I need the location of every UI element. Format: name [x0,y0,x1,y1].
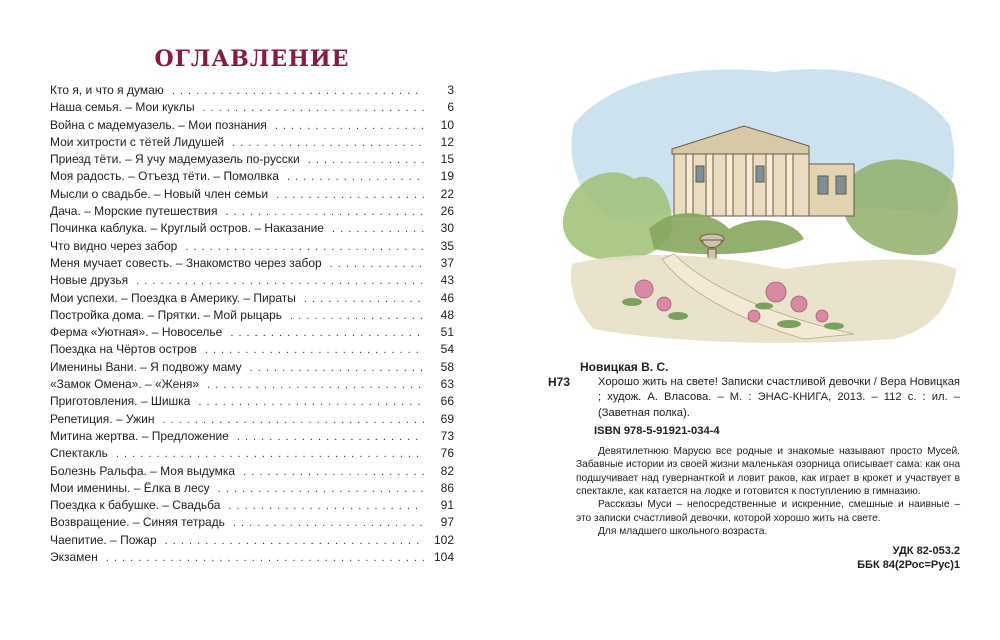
toc-entry-title: Ферма «Уютная». – Новоселье [50,325,223,340]
toc-entry-title: Мои именины. – Ёлка в лесу [50,480,210,495]
bushes-middle [649,213,804,254]
toc-entry [50,168,454,185]
toc-entry-page: 15 [440,152,454,167]
toc-entry-title: Наша семья. – Мои куклы [50,100,195,115]
toc-entry [50,220,454,237]
toc-entry-page: 97 [440,515,454,530]
toc-entry-page: 66 [440,394,454,409]
toc-entry-title: Чаепитие. – Пожар [50,532,157,547]
toc-entry [50,238,454,255]
toc-dot-leader [165,533,424,550]
toc-entry-page: 46 [440,290,454,305]
toc-entry-title: Поездка на Чёртов остров [50,342,197,357]
annotation-paragraph: Девятилетнюю Марусю все родные и знакомые называют просто Мусей. Забавные истории из своей жизни маленькая озорница описывает сама: как она подшучивает над гувернанткой и ловит раков, как играет в крокет и участвует в спектакле, как катается на лодке и готовится к поступлению в гимназию. [576,446,960,497]
toc-entry-title: Меня мучает совесть. – Знакомство через забор [50,255,322,270]
toc-entry-title: Экзамен [50,550,98,565]
annotation-paragraph: Рассказы Муси – непосредственные и искренние, смешные и наивные – это записки счастливой девочки, которой хорошо жить на свете. [576,499,960,524]
toc-dot-leader [225,204,424,221]
bbk-code: ББК 84(2Рос=Рус)1 [857,559,960,572]
toc-dot-leader [136,273,424,290]
toc-entry-title: Новые друзья [50,273,129,288]
toc-dot-leader [243,464,424,481]
toc-entry-title: Кто я, и что я думаю [50,83,164,97]
toc-dot-leader [106,550,424,567]
toc-entry-title: Мои успехи. – Поездка в Америку. – Пираты [50,290,296,305]
catalog-card [548,360,960,572]
toc-entry-title: Репетиция. – Ужин [50,411,155,426]
toc-dot-leader [162,412,424,429]
toc-entry-title: Постройка дома. – Прятки. – Мой рыцарь [50,307,283,322]
toc-entry [50,186,454,203]
toc-entry [50,117,454,134]
toc-dot-leader [172,83,424,100]
toc-entry [50,480,454,497]
foliage-right [844,160,958,255]
toc-entry-title: Что видно через забор [50,238,178,253]
toc-entry-title: Моя радость. – Отъезд тёти. – Помолвка [50,169,279,184]
right-page-imprint [500,0,1000,640]
toc-entry [50,255,454,272]
toc-dot-leader [332,221,424,238]
toc-entry-page: 86 [440,480,454,495]
toc-entry-page: 104 [433,550,454,565]
annotation [576,445,960,538]
toc-entry [50,445,454,462]
toc-entry-page: 82 [440,463,454,478]
toc-dot-leader [287,169,424,186]
toc-dot-leader [232,135,424,152]
toc-entry-page: 12 [440,134,454,149]
toc-dot-leader [228,498,424,515]
toc-entry [50,99,454,116]
toc-entry-title: «Замок Омена». – «Женя» [50,377,200,392]
toc-entry [50,549,454,566]
toc-entry-page: 22 [440,186,454,201]
toc-entry [50,82,454,99]
toc-dot-leader [233,515,424,532]
toc-entry-title: Болезнь Ральфа. – Моя выдумка [50,463,236,478]
toc-entry [50,359,454,376]
author-name: Новицкая В. С. [580,360,669,374]
toc-entry-page: 10 [440,117,454,132]
toc-entry-page: 26 [440,204,454,219]
toc-entry-title: Война с мадемуазель. – Мои познания [50,117,267,132]
toc-entry-page: 51 [440,325,454,340]
toc-entry-page: 3 [447,83,454,97]
toc-entry [50,376,454,393]
toc-dot-leader [308,152,424,169]
toc-entry-page: 63 [440,377,454,392]
toc-entry [50,134,454,151]
toc-entry-page: 54 [440,342,454,357]
toc-entry-title: Именины Вани. – Я подвожу маму [50,359,242,374]
toc-entry [50,532,454,549]
toc-entry [50,428,454,445]
classification-codes [548,544,960,572]
toc-entry-title: Спектакль [50,446,108,461]
toc-dot-leader [330,256,424,273]
toc-entry [50,290,454,307]
toc-entry-title: Починка каблука. – Круглый остров. – Наказание [50,221,324,236]
toc-entry-page: 76 [440,446,454,461]
udk-code: УДК 82-053.2 [892,545,960,558]
library-code: Н73 [548,375,571,389]
toc-entry [50,411,454,428]
toc-dot-leader [290,308,424,325]
annotation-paragraph: Для младшего школьного возраста. [598,525,768,537]
toc-list [50,82,454,566]
toc-entry-page: 69 [440,411,454,426]
toc-dot-leader [304,291,424,308]
toc-entry [50,203,454,220]
toc-entry-title: Приготовления. – Шишка [50,394,191,409]
toc-entry-page: 58 [440,359,454,374]
toc-entry [50,307,454,324]
bibliographic-description: Хорошо жить на свете! Записки счастливой девочки / Вера Новицкая ; худож. А. Власова. – М. : ЭНАС-КНИГА, 2013. – 112 с. : ил. – (Заветная полка). [598,376,960,419]
toc-entry-title: Дача. – Морские путешествия [50,204,218,219]
toc-entry-page: 6 [447,100,454,115]
toc-dot-leader [203,100,424,117]
toc-entry-title: Мои хитрости с тётей Лидушей [50,134,225,149]
toc-dot-leader [116,446,424,463]
toc-entry-page: 35 [440,238,454,253]
toc-dot-leader [185,239,424,256]
toc-entry [50,463,454,480]
toc-entry-page: 48 [440,307,454,322]
toc-entry-page: 102 [433,532,454,547]
toc-dot-leader [237,429,424,446]
toc-entry [50,151,454,168]
toc-dot-leader [218,481,424,498]
toc-entry-page: 43 [440,273,454,288]
toc-entry [50,393,454,410]
toc-entry [50,514,454,531]
toc-entry-page: 73 [440,428,454,443]
toc-entry-page: 19 [440,169,454,184]
toc-entry-title: Приезд тёти. – Я учу мадемуазель по-русски [50,152,300,167]
toc-title: ОГЛАВЛЕНИЕ [154,46,350,72]
estate-illustration [554,54,964,346]
toc-dot-leader [207,377,424,394]
toc-entry [50,272,454,289]
toc-dot-leader [250,360,424,377]
toc-entry-page: 91 [440,498,454,513]
toc-dot-leader [230,325,424,342]
toc-entry-title: Митина жертва. – Предложение [50,428,229,443]
toc-entry [50,497,454,514]
toc-dot-leader [205,342,424,359]
toc-dot-leader [276,187,424,204]
toc-dot-leader [275,118,424,135]
toc-entry-title: Поездка к бабушке. – Свадьба [50,498,221,513]
toc-dot-leader [198,394,424,411]
toc-entry-page: 37 [440,255,454,270]
toc-entry-page: 30 [440,221,454,236]
toc-entry [50,341,454,358]
toc-entry [50,324,454,341]
toc-entry-title: Мысли о свадьбе. – Новый член семьи [50,186,269,201]
isbn: ISBN 978-5-91921-034-4 [594,424,720,437]
toc-entry-title: Возвращение. – Синяя тетрадь [50,515,225,530]
